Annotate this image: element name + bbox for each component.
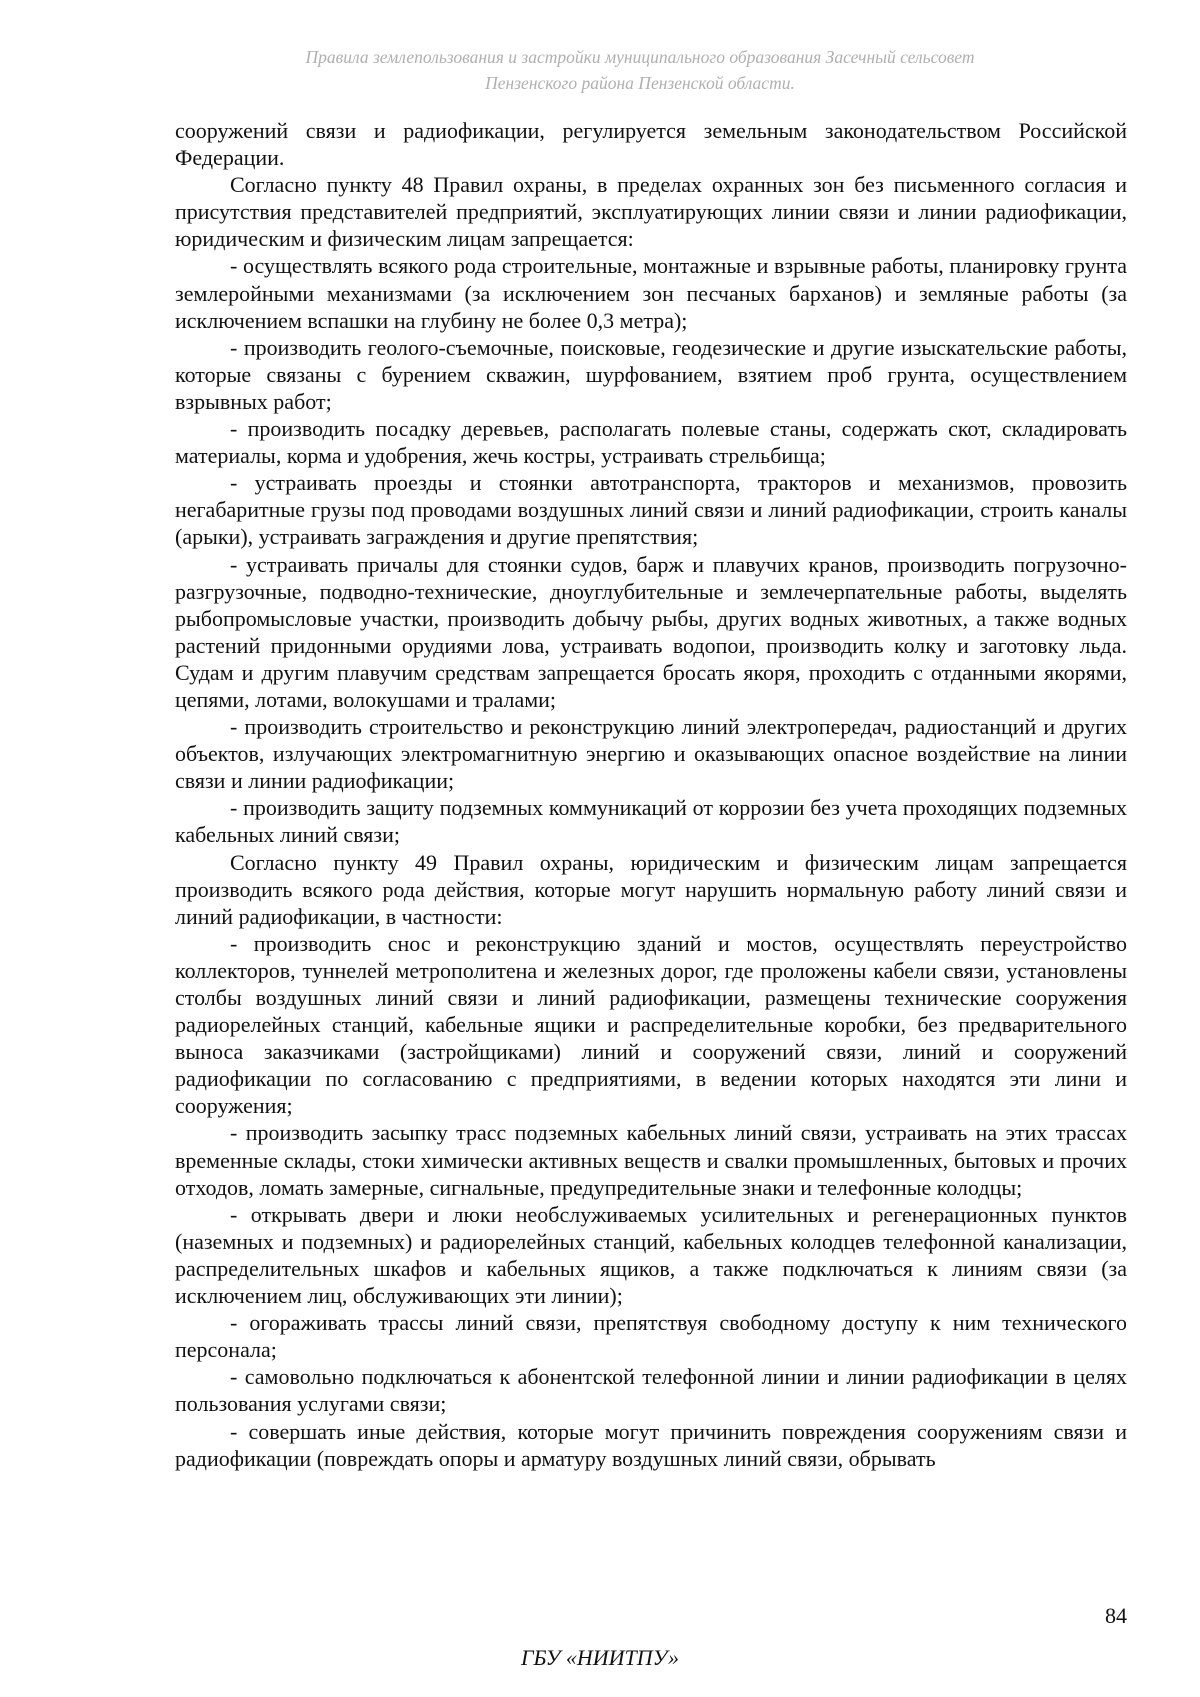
list-item-unauthorized-connection: - самовольно подключаться к абонентской телефонной линии и линии радиофикации в целях пользования услугами связи; [175, 1364, 1127, 1417]
list-item-construction-works: - осуществлять всякого рода строительные, монтажные и взрывные работы, планировку грунта землеройными механизмами (за исключением зон песчаных барханов) и земляные работы (за исключением вспашки на глубину не более 0,3 метра); [175, 253, 1127, 333]
footer-organization: ГБУ «НИИТПУ» [520, 1645, 680, 1670]
list-item-vehicle-passages: - устраивать проезды и стоянки автотранспорта, тракторов и механизмов, провозить негабаритные грузы под проводами воздушных линий связи и линий радиофикации, строить каналы (арыки), устраивать заграждения и другие препятствия; [175, 470, 1127, 550]
list-item-demolition: - производить снос и реконструкцию зданий и мостов, осуществлять переустройство коллекторов, туннелей метрополитена и железных дорог, где проложены кабели связи, установлены столбы воздушных линий связи и линий радиофикации, размещены технические сооружения радиорелейных станций, кабельные ящики и распределительные коробки, без предварительного выноса заказчиками (застройщиками) линий и сооружений связи, линий и сооружений радиофикации по согласованию с предприятиями, в ведении которых находятся эти лини и сооружения; [175, 930, 1127, 1119]
list-item-opening-doors: - открывать двери и люки необслуживаемых усилительных и регенерационных пунктов (наземных и подземных) и радиорелейных станций, кабельных колодцев телефонной канализации, распределительных шкафов и кабельных ящиков, а также подключаться к линиям связи (за исключением лиц, обслуживающих эти линии); [175, 1201, 1127, 1309]
list-item-moorings: - устраивать причалы для стоянки судов, барж и плавучих кранов, производить погрузочно-разгрузочные, подводно-технические, дноуглубительные и землечерпательные работы, выделять рыбопромысловые участки, производить добычу рыбы, других водных животных, а также водных растений придонными орудиями лова, устраивать водопои, производить колку и заготовку льда. Судам и другим плавучим средствам запрещается бросать якоря, проходить с отданными якорями, цепями, лотами, волокушами и тралами; [175, 551, 1127, 712]
list-item-corrosion-protection: - производить защиту подземных коммуникаций от коррозии без учета проходящих подземных кабельных линий связи; [175, 795, 1127, 848]
list-item-fencing: - огораживать трассы линий связи, препятствуя свободному доступу к ним технического персонала; [175, 1310, 1127, 1363]
page-number: 84 [1105, 1603, 1127, 1628]
list-item-survey-works: - производить геолого-съемочные, поисковые, геодезические и другие изыскательские работы, которые связаны с бурением скважин, шурфованием, взятием проб грунта, осуществлением взрывных работ; [175, 334, 1127, 414]
paragraph-clause-49-intro: Согласно пункту 49 Правил охраны, юридическим и физическим лицам запрещается производить всякого рода действия, которые могут нарушить нормальную работу линий связи и линий радиофикации, в частности: [175, 849, 1127, 929]
list-item-planting: - производить посадку деревьев, располагать полевые станы, содержать скот, складировать материалы, корма и удобрения, жечь костры, устраивать стрельбища; [175, 416, 1127, 469]
body-text [175, 117, 1127, 1472]
running-header-line-2: Пензенского района Пензенской области. [485, 73, 795, 93]
list-item-power-lines: - производить строительство и реконструкцию линий электропередач, радиостанций и других объектов, излучающих электромагнитную энергию и оказывающих опасное воздействие на линии связи и линии радиофикации; [175, 714, 1127, 794]
running-header [200, 44, 1080, 96]
list-item-other-actions: - совершать иные действия, которые могут причинить повреждения сооружениям связи и радиофикации (повреждать опоры и арматуру воздушных линий связи, обрывать [175, 1418, 1127, 1471]
running-header-line-1: Правила землепользования и застройки муниципального образования Засечный сельсовет [305, 47, 975, 67]
paragraph-clause-48-intro: Согласно пункту 48 Правил охраны, в пределах охранных зон без письменного согласия и присутствия представителей предприятий, эксплуатирующих линии связи и линии радиофикации, юридическим и физическим лицам запрещается: [175, 172, 1127, 252]
paragraph-continuation: сооружений связи и радиофикации, регулируется земельным законодательством Российской Федерации. [175, 118, 1127, 171]
list-item-backfilling: - производить засыпку трасс подземных кабельных линий связи, устраивать на этих трассах временные склады, стоки химически активных веществ и свалки промышленных, бытовых и прочих отходов, ломать замерные, сигнальные, предупредительные знаки и телефонные колодцы; [175, 1120, 1127, 1200]
